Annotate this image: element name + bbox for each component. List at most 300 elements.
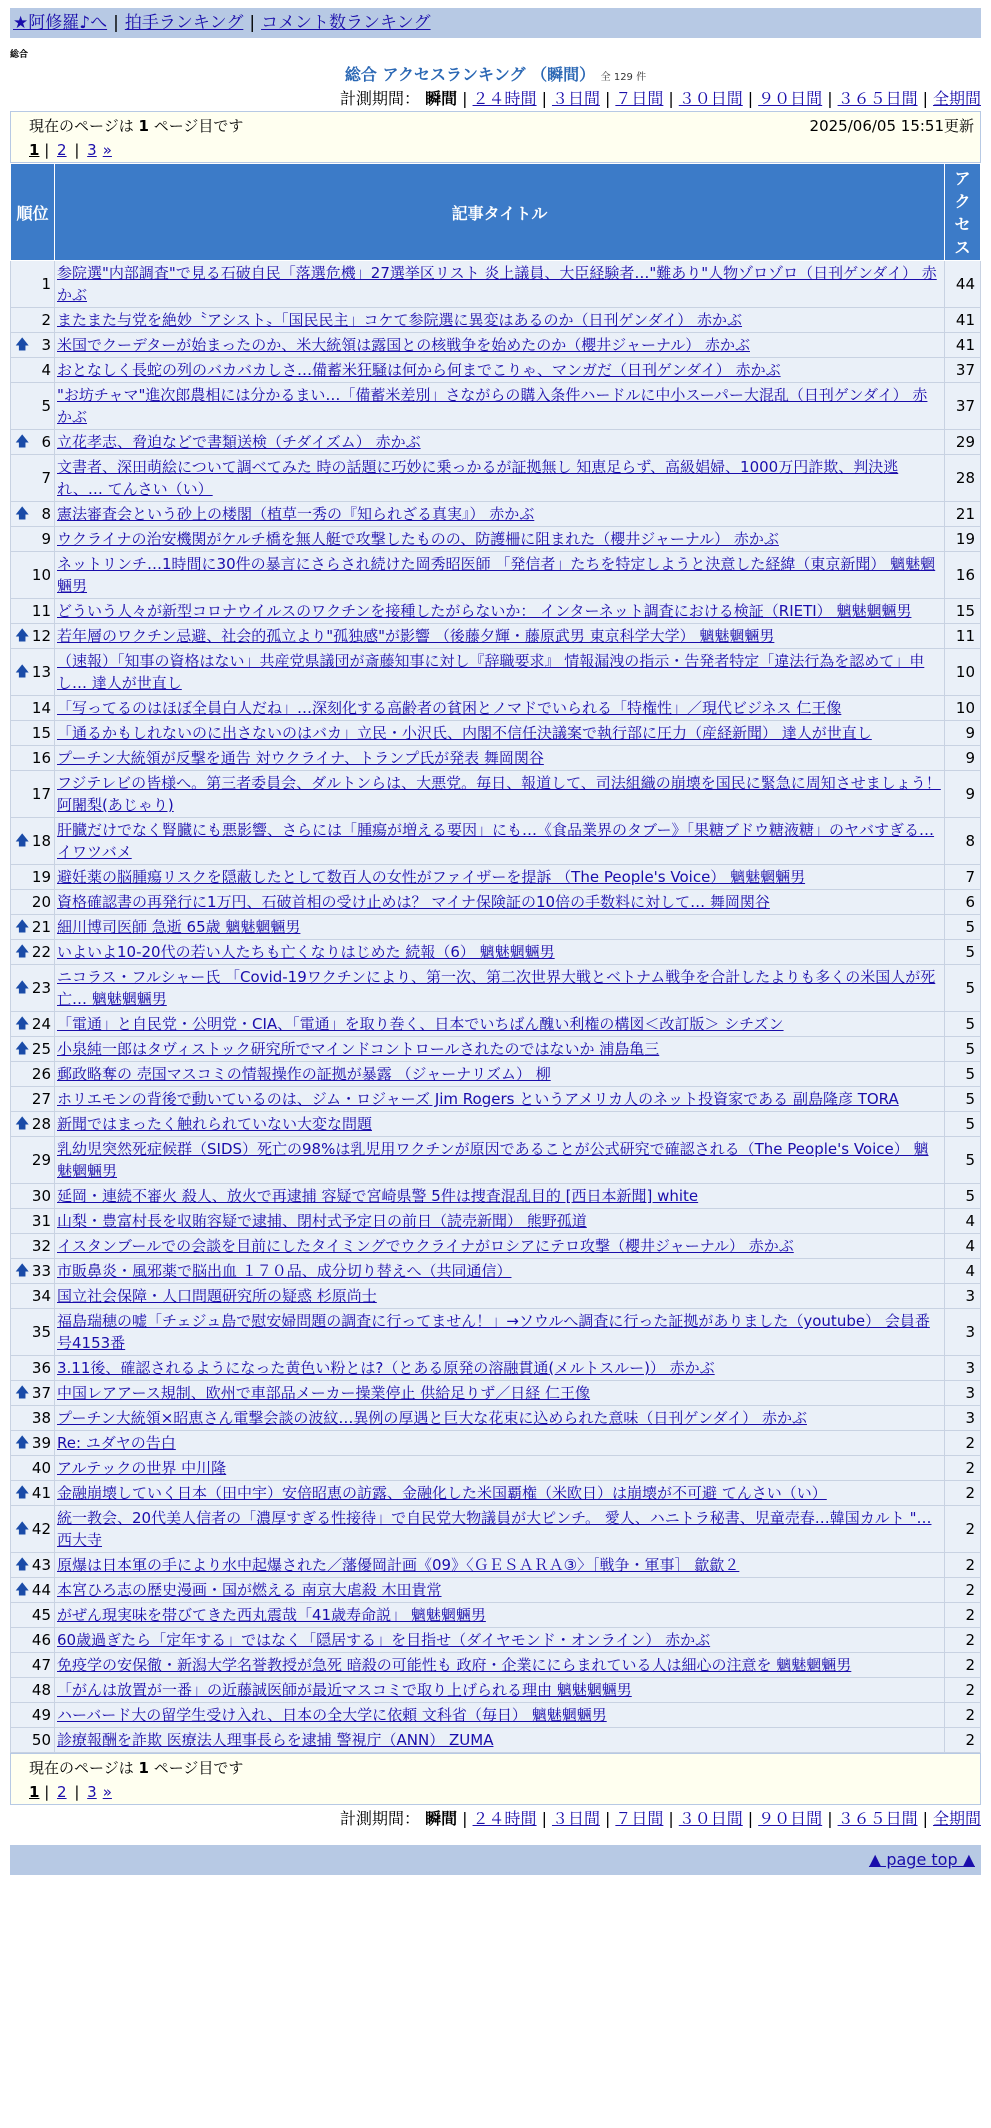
table-row: [11, 1728, 981, 1753]
rank-number: 2: [41, 311, 51, 329]
comment-ranking-link[interactable]: コメント数ランキング: [261, 13, 431, 33]
title-cell: [55, 1356, 945, 1381]
period-current: 瞬間: [425, 89, 458, 108]
table-row: [11, 1184, 981, 1209]
table-row: [11, 771, 981, 818]
access-count: 5: [945, 1012, 981, 1037]
title-cell: [55, 430, 945, 455]
table-row: [11, 1678, 981, 1703]
table-row: [11, 1653, 981, 1678]
title-cell: [55, 624, 945, 649]
rank-up-arrow-icon: 🡅: [15, 1041, 30, 1057]
article-link[interactable]: フジテレビの皆様へ。第三者委員会、ダルトンらは、大悪党。毎日、報道して、司法組織の崩壊を国民に緊急に周知させましょう！ 阿闍梨(あじゃり): [57, 774, 941, 814]
rank-number: 27: [31, 1090, 51, 1108]
rank-cell: [11, 1062, 55, 1087]
title-cell: [55, 721, 945, 746]
title-cell: [55, 1456, 945, 1481]
title-cell: [55, 1431, 945, 1456]
col-access-header: アクセス: [945, 164, 981, 261]
title-cell: [55, 1653, 945, 1678]
rank-number: 35: [31, 1323, 51, 1341]
page-link[interactable]: 3: [87, 1783, 97, 1801]
access-count: 41: [945, 308, 981, 333]
access-count: 5: [945, 1062, 981, 1087]
rank-number: 20: [31, 893, 51, 911]
rank-cell: [11, 1728, 55, 1753]
rank-cell: [11, 624, 55, 649]
rank-number: 45: [31, 1606, 51, 1624]
title-cell: [55, 1553, 945, 1578]
title-cell: [55, 1628, 945, 1653]
rank-up-arrow-icon: 🡅: [15, 1521, 30, 1537]
rank-number: 19: [31, 868, 51, 886]
rank-cell: [11, 865, 55, 890]
rank-cell: [11, 552, 55, 599]
title-cell: [55, 1309, 945, 1356]
table-row: [11, 1553, 981, 1578]
table-row: [11, 1506, 981, 1553]
title-cell: [55, 865, 945, 890]
article-link[interactable]: 3.11後、確認されるようになった黄色い粉とは?（とある原発の溶融貫通(メルトスルー)） 赤かぶ: [57, 1359, 715, 1377]
applause-ranking-link[interactable]: 拍手ランキング: [124, 13, 244, 33]
table-row: [11, 1481, 981, 1506]
access-count: 5: [945, 1137, 981, 1184]
access-count: 2: [945, 1703, 981, 1728]
article-link[interactable]: 米国でクーデターが始まったのか、米大統領は露国との核戦争を始めたのか（櫻井ジャーナル） 赤かぶ: [57, 336, 750, 354]
rank-up-arrow-icon: 🡅: [15, 1435, 30, 1451]
period-current: 瞬間: [425, 1809, 458, 1828]
article-link[interactable]: ニコラス・フルシャー氏 「Covid-19ワクチンにより、第一次、第二次世界大戦とベトナム戦争を合計したよりも多くの米国人が死亡… 魑魅魍魎男: [57, 968, 936, 1008]
rank-number: 42: [31, 1520, 51, 1538]
footer-bar: [10, 1845, 981, 1875]
access-count: 21: [945, 502, 981, 527]
article-link[interactable]: またまた与党を絶妙〝アシスト〟「国民民主」コケて参院選に異変はあるのか（日刊ゲンダイ） 赤かぶ: [57, 311, 743, 329]
article-link[interactable]: 「通るかもしれないのに出さないのはバカ」立民・小沢氏、内閣不信任決議案で執行部に圧力（産経新聞） 達人が世直し: [57, 724, 872, 742]
rank-cell: [11, 1481, 55, 1506]
title-cell: [55, 890, 945, 915]
rank-number: 9: [41, 530, 51, 548]
rank-number: 21: [31, 918, 51, 936]
rank-cell: [11, 308, 55, 333]
page-current: 1: [29, 1783, 40, 1801]
article-link[interactable]: 資格確認書の再発行に1万円、石破首相の受け止めは？ マイナ保険証の10倍の手数料に対して… 舞岡関谷: [57, 893, 770, 911]
rank-number: 46: [31, 1631, 51, 1649]
access-count: 29: [945, 430, 981, 455]
access-count: 16: [945, 552, 981, 599]
table-row: [11, 1309, 981, 1356]
rank-number: 25: [31, 1040, 51, 1058]
article-link[interactable]: 憲法審査会という砂上の楼閣（植草一秀の『知られざる真実』） 赤かぶ: [57, 505, 535, 523]
article-link[interactable]: ハーバード大の留学生受け入れ、日本の全大学に依頼 文科省（毎日） 魑魅魍魎男: [57, 1706, 607, 1724]
title-cell: [55, 1381, 945, 1406]
table-row: [11, 261, 981, 308]
title-cell: [55, 1062, 945, 1087]
title-cell: [55, 383, 945, 430]
rank-cell: [11, 1284, 55, 1309]
pager-bottom: [10, 1753, 981, 1805]
rank-number: 1: [41, 275, 51, 293]
access-count: 5: [945, 965, 981, 1012]
ranking-title: [10, 62, 981, 85]
title-cell: [55, 358, 945, 383]
rank-number: 3: [41, 336, 51, 354]
table-row: [11, 721, 981, 746]
rank-number: 6: [41, 433, 51, 451]
period-option-link[interactable]: ２４時間: [472, 1809, 537, 1828]
title-cell: [55, 308, 945, 333]
table-row: [11, 915, 981, 940]
rank-cell: [11, 1259, 55, 1284]
rank-cell: [11, 455, 55, 502]
rank-number: 36: [31, 1359, 51, 1377]
article-link[interactable]: 中国レアアース規制、欧州で車部品メーカー操業停止 供給足りず／日経 仁王像: [57, 1384, 591, 1402]
rank-cell: [11, 1703, 55, 1728]
rank-number: 7: [41, 469, 51, 487]
access-count: 4: [945, 1259, 981, 1284]
rank-number: 34: [31, 1287, 51, 1305]
rank-up-arrow-icon: 🡅: [15, 1485, 30, 1501]
table-row: [11, 502, 981, 527]
rank-number: 14: [31, 699, 51, 717]
rank-cell: [11, 1137, 55, 1184]
period-option-link[interactable]: ３６５日間: [837, 89, 918, 108]
rank-number: 31: [31, 1212, 51, 1230]
article-link[interactable]: "お坊チャマ"進次郎農相には分かるまい…「備蓄米差別」さながらの購入条件ハードルに中小スーパー大混乱（日刊ゲンダイ） 赤かぶ: [57, 386, 928, 426]
table-row: [11, 308, 981, 333]
article-link[interactable]: 山梨・豊富村長を収賄容疑で逮捕、閉村式予定日の前日（読売新聞） 熊野孤道: [57, 1212, 587, 1230]
article-link[interactable]: 新聞ではまったく触れられていない大変な問題: [57, 1115, 373, 1133]
period-option-link[interactable]: ９０日間: [758, 1809, 823, 1828]
title-cell: [55, 1259, 945, 1284]
article-link[interactable]: 国立社会保障・人口問題研究所の疑惑 杉原尚士: [57, 1287, 377, 1305]
article-link[interactable]: プーチン大統領が反撃を通告 対ウクライナ、トランプ氏が発表 舞岡関谷: [57, 749, 544, 767]
period-option-link[interactable]: ３日間: [551, 1809, 600, 1828]
period-option-link[interactable]: ９０日間: [758, 89, 823, 108]
title-cell: [55, 1603, 945, 1628]
title-cell: [55, 696, 945, 721]
period-selector-top: [10, 87, 981, 111]
rank-number: 23: [31, 979, 51, 997]
rank-number: 44: [31, 1581, 51, 1599]
rank-cell: [11, 1012, 55, 1037]
table-row: [11, 1037, 981, 1062]
article-link[interactable]: 乳幼児突然死症候群（SIDS）死亡の98%は乳児用ワクチンが原因であることが公式研究で確認される（The People's Voice） 魑魅魍魎男: [57, 1140, 929, 1180]
rank-cell: [11, 1628, 55, 1653]
rank-up-arrow-icon: 🡅: [15, 1016, 30, 1032]
table-row: [11, 624, 981, 649]
title-cell: [55, 1728, 945, 1753]
access-count: 44: [945, 261, 981, 308]
page-link[interactable]: 2: [57, 1783, 67, 1801]
rank-cell: [11, 649, 55, 696]
article-link[interactable]: 肝臓だけでなく腎臓にも悪影響、さらには「腫瘍が増える要因」にも…《食品業界のタブー》「果糖ブドウ糖液糖」のヤバすぎる… イワツバメ: [57, 821, 935, 861]
table-row: [11, 1012, 981, 1037]
article-link[interactable]: 細川博司医師 急逝 65歳 魑魅魍魎男: [57, 918, 301, 936]
period-option-link[interactable]: ３６５日間: [837, 1809, 918, 1828]
next-page-link[interactable]: »: [102, 1783, 112, 1801]
rank-number: 12: [31, 627, 51, 645]
title-cell: [55, 1703, 945, 1728]
access-count: 2: [945, 1506, 981, 1553]
article-link[interactable]: 統一教会、20代美人信者の「濃厚すぎる性接待」で自民党大物議員が大ピンチ。 愛人、ハニトラ秘書、児童売春…韓国カルト "… 西大寺: [57, 1509, 932, 1549]
rank-number: 50: [31, 1731, 51, 1749]
article-link[interactable]: ウクライナの治安機関がケルチ橋を無人艇で攻撃したものの、防護柵に阻まれた（櫻井ジャーナル） 赤かぶ: [57, 530, 779, 548]
title-cell: [55, 1506, 945, 1553]
title-cell: [55, 261, 945, 308]
rank-cell: [11, 1309, 55, 1356]
article-link[interactable]: ネットリンチ…1時間に30件の暴言にさらされ続けた岡秀昭医師 「発信者」たちを特定しようと決意した経緯（東京新聞） 魑魅魍魎男: [57, 555, 936, 595]
access-count: 3: [945, 1309, 981, 1356]
period-label: 計測期間：: [340, 1809, 421, 1828]
article-link[interactable]: 郵政略奪の 売国マスコミの情報操作の証拠が暴露 （ジャーナリズム） 柳: [57, 1065, 551, 1083]
page-link[interactable]: 2: [57, 141, 67, 159]
table-row: [11, 818, 981, 865]
table-row: [11, 890, 981, 915]
article-link[interactable]: 本宮ひろ志の歴史漫画・国が燃える 南京大虐殺 木田貴常: [57, 1581, 442, 1599]
rank-cell: [11, 1431, 55, 1456]
rank-number: 49: [31, 1706, 51, 1724]
table-row: [11, 455, 981, 502]
rank-cell: [11, 721, 55, 746]
title-cell: [55, 1578, 945, 1603]
title-cell: [55, 1112, 945, 1137]
article-link[interactable]: いよいよ10-20代の若い人たちも亡くなりはじめた 続報（6） 魑魅魍魎男: [57, 943, 555, 961]
article-link[interactable]: 市販鼻炎・風邪薬で脳出血 １７０品、成分切り替えへ（共同通信）: [57, 1262, 512, 1280]
rank-up-arrow-icon: 🡅: [15, 1116, 30, 1132]
table-row: [11, 333, 981, 358]
table-row: [11, 1112, 981, 1137]
title-cell: [55, 1284, 945, 1309]
rank-up-arrow-icon: 🡅: [15, 664, 30, 680]
table-row: [11, 1406, 981, 1431]
rank-number: 32: [31, 1237, 51, 1255]
table-row: [11, 1209, 981, 1234]
rank-number: 38: [31, 1409, 51, 1427]
rank-up-arrow-icon: 🡅: [15, 1263, 30, 1279]
table-row: [11, 1628, 981, 1653]
article-link[interactable]: 診療報酬を詐欺 医療法人理事長らを逮捕 警視庁（ANN） ZUMA: [57, 1731, 494, 1749]
rank-number: 5: [41, 397, 51, 415]
access-count: 2: [945, 1578, 981, 1603]
article-link[interactable]: 文書者、深田萌絵について調べてみた 時の話題に巧妙に乗っかるが証拠無し 知恵足らず、高級娼婦、1000万円詐欺、判決逃れ、… てんさい（い）: [57, 458, 899, 498]
table-row: [11, 1703, 981, 1728]
table-row: [11, 430, 981, 455]
rank-cell: [11, 599, 55, 624]
ranking-total: 全 129 件: [600, 72, 647, 83]
rank-number: 37: [31, 1384, 51, 1402]
article-link[interactable]: 若年層のワクチン忌避、社会的孤立より"孤独感"が影響 （後藤夕輝・藤原武男 東京科学大学） 魑魅魍魎男: [57, 627, 775, 645]
period-option-link[interactable]: ３０日間: [678, 89, 743, 108]
rank-number: 33: [31, 1262, 51, 1280]
access-count: 37: [945, 383, 981, 430]
period-option-link[interactable]: ７日間: [615, 1809, 664, 1828]
article-link[interactable]: 延岡・連続不審火 殺人、放火で再逮捕 容疑で宮崎県警 5件は捜査混乱目的 [西日本新聞] white: [57, 1187, 699, 1205]
rank-cell: [11, 940, 55, 965]
rank-cell: [11, 261, 55, 308]
table-row: [11, 1603, 981, 1628]
rank-cell: [11, 1506, 55, 1553]
title-cell: [55, 940, 945, 965]
rank-cell: [11, 1112, 55, 1137]
access-count: 2: [945, 1653, 981, 1678]
period-label: 計測期間：: [340, 89, 421, 108]
article-link[interactable]: 金融崩壊していく日本（田中宇）安倍昭恵の訪露、金融化した米国覇権（米欧日）は崩壊が不可避 てんさい（い）: [57, 1484, 827, 1502]
table-row: [11, 527, 981, 552]
table-row: [11, 599, 981, 624]
title-cell: [55, 1184, 945, 1209]
title-cell: [55, 1234, 945, 1259]
period-option-link[interactable]: ３日間: [551, 89, 600, 108]
rank-cell: [11, 1406, 55, 1431]
access-count: 19: [945, 527, 981, 552]
article-link[interactable]: アルテックの世界 中川隆: [57, 1459, 227, 1477]
title-cell: [55, 1209, 945, 1234]
table-row: [11, 1431, 981, 1456]
article-link[interactable]: （速報）「知事の資格はない」共産党県議団が斎藤知事に対し『辞職要求』 情報漏洩の指示・告発者特定「違法行為を認めて」申し… 達人が世直し: [57, 652, 925, 692]
rank-up-arrow-icon: 🡅: [15, 628, 30, 644]
period-option-link[interactable]: ３０日間: [678, 1809, 743, 1828]
period-selector-bottom: [10, 1807, 981, 1831]
access-count: 6: [945, 890, 981, 915]
article-link[interactable]: 60歳過ぎたら「定年する」ではなく「隠居する」を目指せ（ダイヤモンド・オンライン） 赤かぶ: [57, 1631, 711, 1649]
article-link[interactable]: 「電通」と自民党・公明党・CIA、「電通」を取り巻く、日本でいちばん醜い利権の構図＜改訂版＞ シチズン: [57, 1015, 784, 1033]
access-count: 5: [945, 1184, 981, 1209]
page-links: 1 | 2 | 3 »: [29, 141, 112, 159]
title-cell: [55, 771, 945, 818]
title-cell: [55, 333, 945, 358]
table-row: [11, 383, 981, 430]
article-link[interactable]: 参院選"内部調査"で見る石破自民「落選危機」27選挙区リスト 炎上議員、大臣経験者…"難あり"人物ゾロゾロ（日刊ゲンダイ） 赤かぶ: [57, 264, 937, 304]
access-count: 9: [945, 746, 981, 771]
rank-cell: [11, 333, 55, 358]
period-options: | ２４時間 | ３日間 | ７日間 | ３０日間 | ９０日間 | ３６５日間 | 全期間: [462, 89, 981, 108]
access-count: 10: [945, 696, 981, 721]
article-link[interactable]: 「がんは放置が一番」の近藤誠医師が最近マスコミで取り上げられる理由 魑魅魍魎男: [57, 1681, 632, 1699]
article-link[interactable]: Re: ユダヤの告白: [57, 1434, 176, 1452]
col-rank-header: 順位: [11, 164, 55, 261]
page-link[interactable]: 3: [87, 141, 97, 159]
access-count: 4: [945, 1234, 981, 1259]
access-count: 41: [945, 333, 981, 358]
rank-number: 4: [41, 361, 51, 379]
period-option-link[interactable]: ７日間: [615, 89, 664, 108]
table-row: [11, 1062, 981, 1087]
rank-number: 26: [31, 1065, 51, 1083]
pager-status: 現在のページは 1 ページ目です: [29, 1759, 244, 1777]
table-row: [11, 696, 981, 721]
rank-number: 18: [31, 832, 51, 850]
period-option-link[interactable]: 全期間: [932, 89, 981, 108]
title-cell: [55, 1481, 945, 1506]
rank-number: 47: [31, 1656, 51, 1674]
table-row: [11, 1259, 981, 1284]
article-link[interactable]: どういう人々が新型コロナウイルスのワクチンを接種したがらないか： インターネット調査における検証（RIETI） 魑魅魍魎男: [57, 602, 912, 620]
page-top-link[interactable]: ▲ page top ▲: [868, 1850, 975, 1869]
access-count: 2: [945, 1678, 981, 1703]
table-row: [11, 358, 981, 383]
article-link[interactable]: 原爆は日本軍の手により水中起爆された／藩優岡計画《09》〈ＧＥＳＡＲＡ③〉［戦争・軍事］ 歙歙２: [57, 1556, 740, 1574]
rank-up-arrow-icon: 🡅: [15, 434, 30, 450]
article-link[interactable]: イスタンブールでの会談を目前にしたタイミングでウクライナがロシアにテロ攻撃（櫻井ジャーナル） 赤かぶ: [57, 1237, 794, 1255]
section-label: 総合: [10, 50, 29, 60]
title-cell: [55, 1012, 945, 1037]
article-link[interactable]: 小泉純一郎はタヴィストック研究所でマインドコントロールされたのではないか 浦島亀三: [57, 1040, 660, 1058]
rank-up-arrow-icon: 🡅: [15, 980, 30, 996]
rank-cell: [11, 1653, 55, 1678]
article-link[interactable]: おとなしく長蛇の列のバカバカしさ…備蓄米狂騒は何から何までこりゃ、マンガだ（日刊ゲンダイ） 赤かぶ: [57, 361, 781, 379]
article-link[interactable]: プーチン大統領×昭恵さん電撃会談の波紋…異例の厚遇と巨大な花束に込められた意味（日刊ゲンダイ） 赤かぶ: [57, 1409, 807, 1427]
rank-cell: [11, 1037, 55, 1062]
article-link[interactable]: 免疫学の安保徹・新潟大学名誉教授が急死 暗殺の可能性も 政府・企業ににらまれている人は細心の注意を 魑魅魍魎男: [57, 1656, 852, 1674]
rank-up-arrow-icon: 🡅: [15, 506, 30, 522]
rank-up-arrow-icon: 🡅: [15, 944, 30, 960]
article-link[interactable]: 立花孝志、脅迫などで書類送検（チダイズム） 赤かぶ: [57, 433, 421, 451]
access-count: 5: [945, 1087, 981, 1112]
article-link[interactable]: 福島瑞穂の嘘「チェジュ島で慰安婦問題の調査に行ってません！」→ソウルへ調査に行った証拠がありました（youtube） 会員番号4153番: [57, 1312, 930, 1352]
article-link[interactable]: 「写ってるのはほぼ全員白人だね」…深刻化する高齢者の貧困とノマドでいられる「特権性」／現代ビジネス 仁王像: [57, 699, 842, 717]
access-count: 28: [945, 455, 981, 502]
article-link[interactable]: 避妊薬の脳腫瘍リスクを隠蔽したとして数百人の女性がファイザーを提訴 （The People's Voice） 魑魅魍魎男: [57, 868, 806, 886]
rank-number: 15: [31, 724, 51, 742]
rank-number: 16: [31, 749, 51, 767]
rank-number: 11: [31, 602, 51, 620]
col-title-header: 記事タイトル: [55, 164, 945, 261]
ranking-table: [10, 163, 981, 1753]
period-option-link[interactable]: 全期間: [932, 1809, 981, 1828]
title-cell: [55, 649, 945, 696]
rank-number: 22: [31, 943, 51, 961]
access-count: 2: [945, 1553, 981, 1578]
title-cell: [55, 746, 945, 771]
table-row: [11, 1381, 981, 1406]
table-row: [11, 965, 981, 1012]
rank-cell: [11, 1456, 55, 1481]
title-cell: [55, 965, 945, 1012]
updated-timestamp: 2025/06/05 15:51更新: [809, 117, 974, 135]
title-cell: [55, 502, 945, 527]
table-row: [11, 1456, 981, 1481]
rank-cell: [11, 502, 55, 527]
access-count: 2: [945, 1603, 981, 1628]
access-count: 2: [945, 1481, 981, 1506]
rank-cell: [11, 430, 55, 455]
access-count: 3: [945, 1406, 981, 1431]
rank-number: 24: [31, 1015, 51, 1033]
article-link[interactable]: がぜん現実味を帯びてきた西丸震哉「41歳寿命説」 魑魅魍魎男: [57, 1606, 486, 1624]
access-count: 3: [945, 1381, 981, 1406]
period-option-link[interactable]: ２４時間: [472, 89, 537, 108]
home-link[interactable]: ★阿修羅♪へ: [13, 13, 108, 33]
rank-cell: [11, 696, 55, 721]
rank-cell: [11, 1087, 55, 1112]
rank-number: 13: [31, 663, 51, 681]
table-row: [11, 552, 981, 599]
access-count: 5: [945, 1112, 981, 1137]
access-count: 2: [945, 1431, 981, 1456]
access-count: 8: [945, 818, 981, 865]
article-link[interactable]: ホリエモンの背後で動いているのは、ジム・ロジャーズ Jim Rogers というアメリカ人のネット投資家である 副島隆彦 TORA: [57, 1090, 899, 1108]
title-cell: [55, 455, 945, 502]
access-count: 11: [945, 624, 981, 649]
access-count: 9: [945, 771, 981, 818]
table-row: [11, 1234, 981, 1259]
rank-up-arrow-icon: 🡅: [15, 833, 30, 849]
table-row: [11, 746, 981, 771]
next-page-link[interactable]: »: [102, 141, 112, 159]
rank-cell: [11, 1184, 55, 1209]
rank-cell: [11, 1381, 55, 1406]
table-row: [11, 1578, 981, 1603]
